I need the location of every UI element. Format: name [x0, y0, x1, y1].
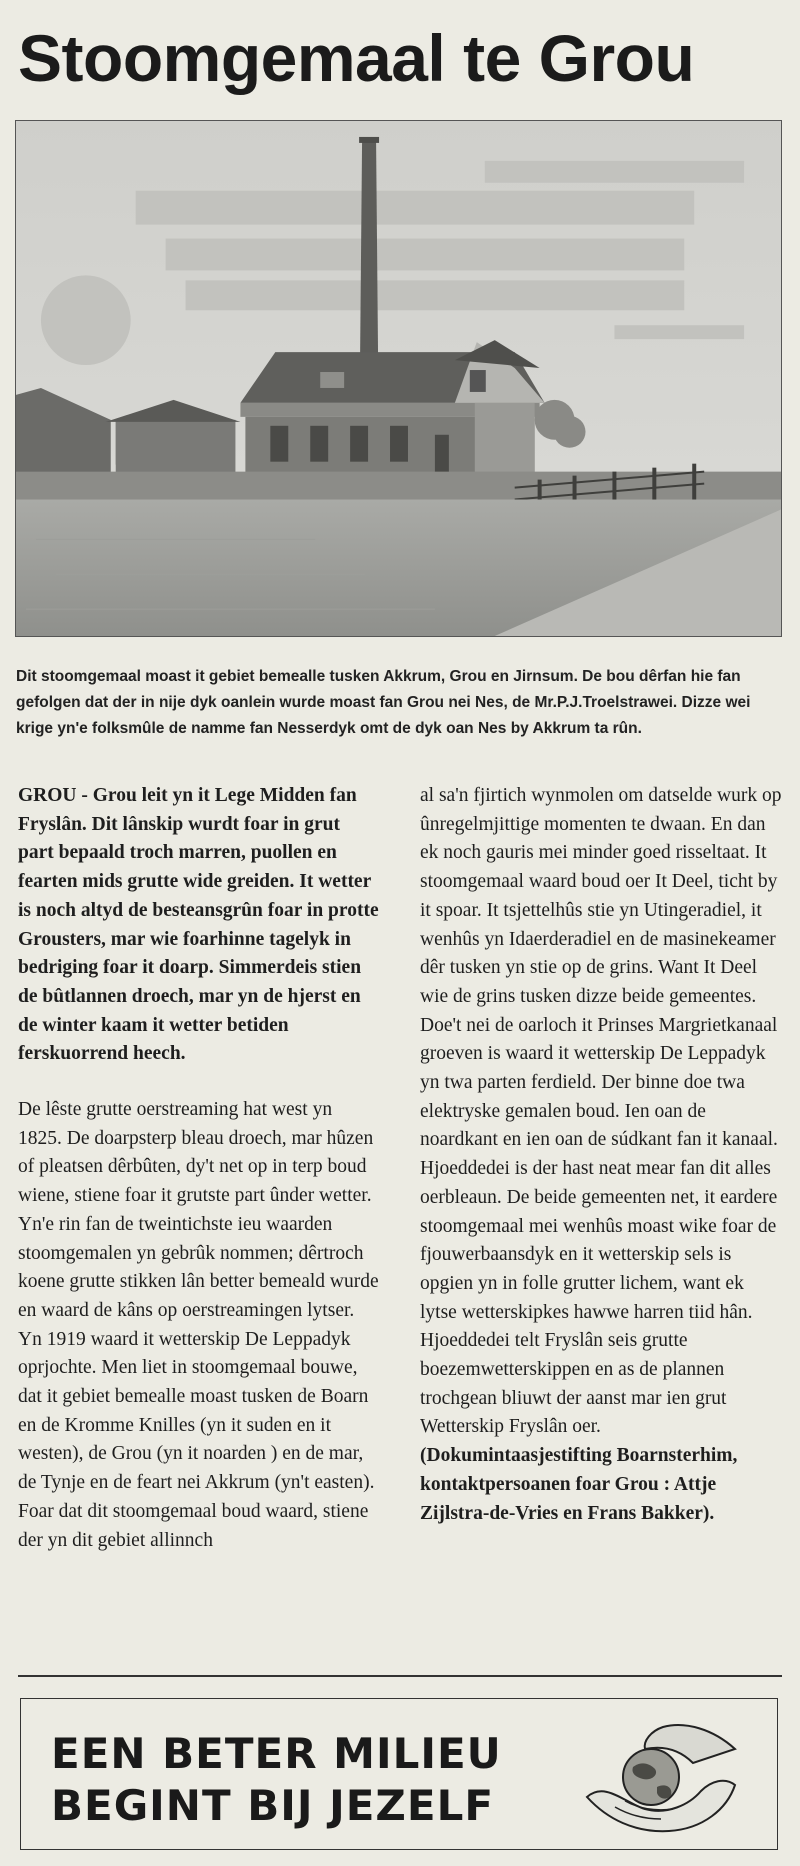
photo-illustration [16, 121, 781, 636]
article-column-right [420, 782, 782, 1662]
article-body [18, 782, 782, 1662]
hands-holding-globe-icon [585, 1711, 737, 1837]
article-lead: GROU - Grou leit yn it Lege Midden fan Fryslân. Dit lânskip wurdt foar in grut part bepaald troch marren, puollen en fearten mids grutte wide greiden. It wetter is noch altyd de besteansgrûn foar in protte Grousters, mar wie foarhinne tagelyk in bedriging foar it doarp. Simmerdeis stien de bûtlannen droech, mar yn de hjerst en de winter kaam it wetter betiden ferskuorrend heech. [18, 785, 379, 1065]
pumping-station-photo [15, 120, 782, 637]
article-credit: (Dokumintaasjestifting Boarnsterhim, kontaktpersoanen foar Grou : Attje Zijlstra-de-Vries en Frans Bakker). [420, 1445, 738, 1524]
headline: Stoomgemaal te Grou [18, 21, 695, 95]
article-paragraph: al sa'n fjirtich wynmolen om datselde wurk op ûnregelmjittige momenten te dwaan. En dan ek noch gauris mei minder goed risseltaat. It stoomgemaal waard boud oer It Deel, ticht by it spoar. It tsjettelhûs stie yn Utingeradiel, it wenhûs yn Idaerderadiel en de masinekeamer dêr tusken yn stie op de grins. Want It Deel wie de grins tusken dizze beide gemeentes. Doe't nei de oarloch it Prinses Margrietkanaal groeven is waard it wetterskip De Leppadyk yn twa parten ferdield. Der binne doe twa elektryske gemalen boud. Ien oan de noardkant en ien oan de súdkant fan it kanaal. Hjoeddedei is der hast neat mear fan dit alles oerbleaun. De beide gemeenten net, it eardere stoomgemaal mei wenhûs moast wike foar de fjouwerbaansdyk en it wetterskip sels is opgien yn in folle grutter lichem, want ek lytse wetterskipkes hawwe harren tiid hân. Hjoeddedei telt Fryslân seis grutte boezemwetterskippen en as de plannen trochgean bliuwt der aanst mar ien grut Wetterskip Fryslân oer. [420, 785, 782, 1438]
article-column-left [18, 782, 380, 1662]
photo-caption: Dit stoomgemaal moast it gebiet bemealle tusken Akkrum, Grou en Jirnsum. De bou dêrfan hie fan gefolgen dat der in nije dyk oanlein wurde moast fan Grou nei Nes, de Mr.P.J.Troelstrawei. Dizze wei krige yn'e folksmûle de namme fan Nesserdyk omt de dyk oan Nes by Akkrum ta rûn. [16, 668, 751, 737]
ad-slogan-line-2: BEGINT BIJ JEZELF [51, 1781, 495, 1830]
advertisement-box [20, 1698, 778, 1850]
article-paragraph: De lêste grutte oerstreaming hat west yn 1825. De doarpsterp bleau droech, mar hûzen of pleatsen dêrbûten, dy't net op in terp boud wiene, stiene foar it grutste part ûnder wetter. Yn'e rin fan de tweintichste ieu waarden stoomgemalen yn gebrûk nommen; dêrtroch koene grutte stikken lân better bemeald wurde en waard de kâns op oerstreamingen lytser. Yn 1919 waard it wetterskip De Leppadyk oprjochte. Men liet in stoomgemaal bouwe, dat it gebiet bemealle moast tusken de Boarn en de Kromme Knilles (yn it suden en it westen), de Grou (yn it noarden ) en de mar, de Tynje en de feart nei Akkrum (yn't easten). Foar dat dit stoomgemaal boud waard, stiene der yn dit gebiet allinnch [18, 1099, 379, 1551]
section-divider [18, 1675, 782, 1677]
ad-slogan-line-1: EEN BETER MILIEU [51, 1729, 502, 1778]
